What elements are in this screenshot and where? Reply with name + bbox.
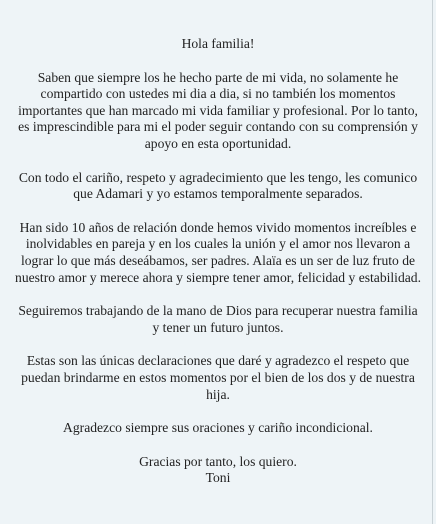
letter-paragraph-5: Estas son las únicas declaraciones que daré y agradezco el respeto que puedan brindarme en estos momentos por el bien de los dos y de nuestra hija. xyxy=(21,353,415,402)
letter-paragraph-4: Seguiremos trabajando de la mano de Dios para recuperar nuestra familia y tener un futuro juntos. xyxy=(18,303,418,335)
letter-greeting: Hola familia! xyxy=(181,36,255,51)
letter-signature: Toni xyxy=(205,470,231,486)
page-edge-divider xyxy=(432,0,433,524)
letter-closing: Gracias por tanto, los quiero. xyxy=(139,453,297,469)
letter-paragraph-3: Han sido 10 años de relación donde hemos vivido momentos increíbles e inolvidables en pareja y en los cuales la unión y el amor nos llevaron a lograr lo que más deseábamos, ser padres. Alaïa es un ser de luz fruto de nuestro amor y merece ahora y siempre tener amor, felicidad y estabilidad. xyxy=(15,219,421,285)
letter-paragraph-2: Con todo el cariño, respeto y agradecimiento que les tengo, les comunico que Adamari y yo estamos temporalmente separados. xyxy=(18,169,418,202)
letter-paragraph-6: Agradezco siempre sus oraciones y cariño incondicional. xyxy=(63,420,373,436)
letter-paragraph-1: Saben que siempre los he hecho parte de mi vida, no solamente he compartido con ustedes mi dia a dia, si no también los momentos importantes que han marcado mi vida familiar y profesional. Por lo tanto, es imprescindible para mi el poder seguir contando con su comprensión y apoyo en esta oportunidad. xyxy=(18,69,418,151)
